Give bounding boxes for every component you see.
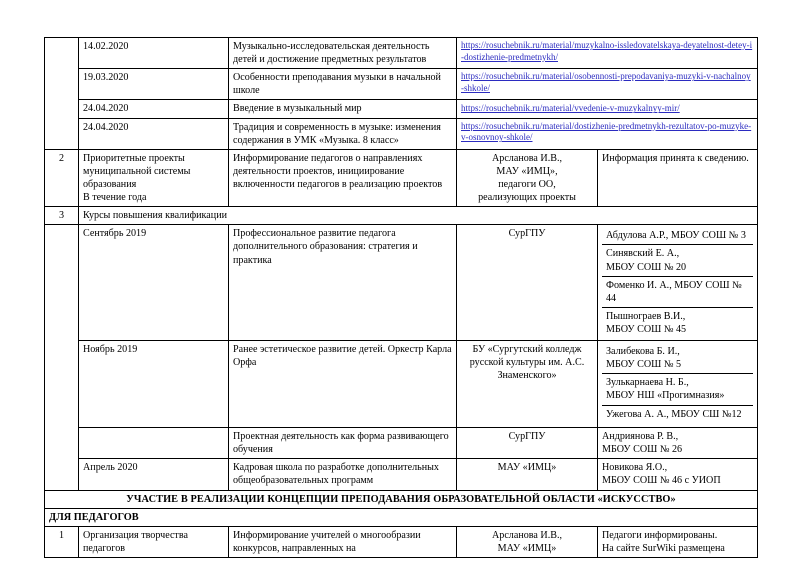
table-row-course xyxy=(45,341,758,428)
list-item: Пышнограев В.И., МБОУ СОШ № 45 xyxy=(606,310,687,335)
cell-description: Введение в музыкальный мир xyxy=(229,100,457,118)
cell-date: Апрель 2020 xyxy=(79,459,229,490)
cell-link xyxy=(457,38,758,69)
cell-date: 24.04.2020 xyxy=(79,118,229,149)
list-item: Фоменко И. А., МБОУ СОШ № 44 xyxy=(602,276,753,307)
cell-organization: Арсланова И.В., МАУ «ИМЦ», педагоги ОО, реализующих проекты xyxy=(457,149,598,206)
participants-list xyxy=(602,227,753,338)
table-row-subbanner xyxy=(45,508,758,526)
cell-date xyxy=(79,428,229,459)
cell-organization: Арсланова И.В., МАУ «ИМЦ» xyxy=(457,527,598,558)
material-link[interactable]: https://rosuchebnik.ru/material/osobennosti-prepodavaniya-muzyki-v-nachalnoy-shkole/ xyxy=(461,71,751,93)
table-row xyxy=(45,100,758,118)
section-subbanner: ДЛЯ ПЕДАГОГОВ xyxy=(45,508,758,526)
cell-participants: Новикова Я.О., МБОУ СОШ № 46 с УИОП xyxy=(598,459,758,490)
table-row-course xyxy=(45,459,758,490)
cell-row-number: 2 xyxy=(45,149,79,206)
table-row-last xyxy=(45,527,758,558)
section-banner: УЧАСТИЕ В РЕАЛИЗАЦИИ КОНЦЕПЦИИ ПРЕПОДАВАНИЯ ОБРАЗОВАТЕЛЬНОЙ ОБЛАСТИ «ИСКУССТВО» xyxy=(45,490,758,508)
cell-date: 24.04.2020 xyxy=(79,100,229,118)
cell-link xyxy=(457,69,758,100)
cell-row-number xyxy=(45,225,79,490)
list-item: Ужегова А. А., МБОУ СШ №12 xyxy=(606,408,742,420)
cell-organization: СурГПУ xyxy=(457,428,598,459)
cell-row-number: 1 xyxy=(45,527,79,558)
cell-description: Кадровая школа по разработке дополнительных общеобразовательных программ xyxy=(229,459,457,490)
cell-description: Традиция и современность в музыке: изменения содержания в УМК «Музыка. 8 класс» xyxy=(229,118,457,149)
cell-date: 19.03.2020 xyxy=(79,69,229,100)
cell-description: Проектная деятельность как форма развивающего обучения xyxy=(229,428,457,459)
list-item: Абдулова А.Р., МБОУ СОШ № 3 xyxy=(602,227,753,245)
plan-table xyxy=(44,37,758,558)
table-row-banner xyxy=(45,490,758,508)
cell-description: Информирование педагогов о направлениях деятельности проектов, инициирование включенности педагогов в реализацию проектов xyxy=(229,149,457,206)
cell-date: Ноябрь 2019 xyxy=(79,341,229,428)
cell-link xyxy=(457,100,758,118)
table-row-course xyxy=(45,428,758,459)
table-row xyxy=(45,38,758,69)
cell-description: Ранее эстетическое развитие детей. Оркестр Карла Орфа xyxy=(229,341,457,428)
cell-link xyxy=(457,118,758,149)
list-item: Залибекова Б. И., МБОУ СОШ № 5 xyxy=(602,343,753,374)
cell-result: Педагоги информированы. На сайте SurWiki размещена xyxy=(598,527,758,558)
list-item: Зулькарнаева Н. Б., МБОУ НШ «Прогимназия» xyxy=(602,374,753,405)
cell-title: Организация творчества педагогов xyxy=(79,527,229,558)
cell-organization: БУ «Сургутский колледж русской культуры им. А.С. Знаменского» xyxy=(457,341,598,428)
material-link[interactable]: https://rosuchebnik.ru/material/dostizhenie-predmetnykh-rezultatov-po-muzyke-v-osnovnoy-shkole/ xyxy=(461,120,752,143)
cell-participants xyxy=(598,341,758,428)
material-link[interactable]: https://rosuchebnik.ru/material/vvedenie-v-muzykalnyy-mir/ xyxy=(461,103,680,114)
cell-participants xyxy=(598,225,758,341)
table-row-item-2 xyxy=(45,149,758,206)
cell-description: Особенности преподавания музыки в начальной школе xyxy=(229,69,457,100)
cell-title: Приоритетные проекты муниципальной системы образования В течение года xyxy=(79,149,229,206)
cell-organization: МАУ «ИМЦ» xyxy=(457,459,598,490)
cell-description: Информирование учителей о многообразии конкурсов, направленных на xyxy=(229,527,457,558)
cell-result: Информация принята к сведению. xyxy=(598,149,758,206)
cell-date: 14.02.2020 xyxy=(79,38,229,69)
participants-list xyxy=(602,343,753,423)
cell-section-title: Курсы повышения квалификации xyxy=(79,207,758,225)
table-row-course xyxy=(45,225,758,341)
cell-participants: Андриянова Р. В., МБОУ СОШ № 26 xyxy=(598,428,758,459)
cell-description: Музыкально-исследовательская деятельность детей и достижение предметных результатов xyxy=(229,38,457,69)
table-row xyxy=(45,118,758,149)
cell-description: Профессиональное развитие педагога дополнительного образования: стратегия и практика xyxy=(229,225,457,341)
table-row xyxy=(45,69,758,100)
table-row-item-3 xyxy=(45,207,758,225)
cell-organization: СурГПУ xyxy=(457,225,598,341)
list-item: Синявский Е. А., МБОУ СОШ № 20 xyxy=(602,245,753,276)
cell-date: Сентябрь 2019 xyxy=(79,225,229,341)
cell-row-number xyxy=(45,38,79,150)
cell-row-number: 3 xyxy=(45,207,79,225)
material-link[interactable]: https://rosuchebnik.ru/material/muzykalno-issledovatelskaya-deyatelnost-detey-i-dostizhenie-predmetnykh/ xyxy=(461,40,753,62)
